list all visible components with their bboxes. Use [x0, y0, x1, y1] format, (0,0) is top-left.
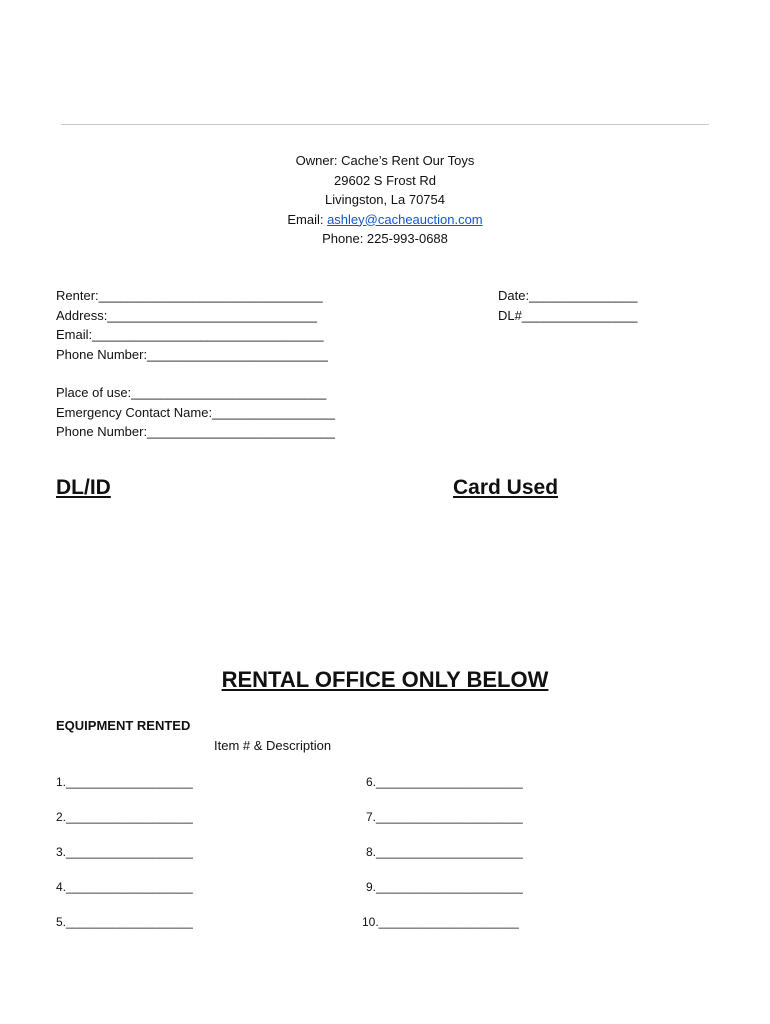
- dl-id-heading: DL/ID: [56, 476, 111, 499]
- equipment-item-5[interactable]: 5.___________________: [56, 915, 193, 929]
- place-of-use-field[interactable]: Place of use:___________________________: [56, 385, 327, 400]
- dl-number-field[interactable]: DL#________________: [498, 307, 638, 323]
- emergency-contact-field[interactable]: Emergency Contact Name:_________________: [56, 404, 335, 420]
- owner-city: Livingston, La 70754: [325, 192, 445, 207]
- card-used-heading: Card Used: [453, 476, 559, 499]
- phone-number-field[interactable]: Phone Number:_________________________: [56, 346, 328, 362]
- emergency-phone-field[interactable]: Phone Number:__________________________: [56, 424, 336, 439]
- equipment-item-8[interactable]: 8.______________________: [366, 845, 523, 859]
- owner-phone: Phone: 225-993-0688: [322, 231, 448, 246]
- email-field[interactable]: Email:________________________________: [56, 327, 324, 342]
- equipment-item-7[interactable]: 7.______________________: [366, 810, 523, 824]
- equipment-item-2[interactable]: 2.___________________: [56, 810, 193, 824]
- equipment-item-3[interactable]: 3.___________________: [56, 845, 193, 859]
- date-field[interactable]: Date:_______________: [498, 288, 638, 303]
- owner-email-line: [0, 210, 770, 230]
- address-field[interactable]: Address:_____________________________: [56, 307, 317, 323]
- renter-field[interactable]: Renter:_______________________________: [56, 288, 323, 303]
- rental-office-heading: RENTAL OFFICE ONLY BELOW: [221, 667, 549, 692]
- equipment-subtitle: Item # & Description: [214, 738, 332, 753]
- use-fields: [56, 383, 335, 442]
- renter-fields: [56, 286, 328, 364]
- equipment-item-4[interactable]: 4.___________________: [56, 880, 193, 894]
- owner-info: [0, 151, 770, 249]
- equipment-item-10[interactable]: 10._____________________: [362, 915, 519, 929]
- owner-email-link[interactable]: ashley@cacheauction.com: [327, 211, 483, 227]
- date-dl-fields: [498, 286, 638, 325]
- owner-email-label: Email:: [287, 211, 328, 227]
- header-divider: [61, 124, 709, 125]
- equipment-item-9[interactable]: 9.______________________: [366, 880, 523, 894]
- equipment-title: EQUIPMENT RENTED: [56, 718, 191, 733]
- owner-street: 29602 S Frost Rd: [334, 172, 436, 188]
- equipment-item-1[interactable]: 1.___________________: [56, 775, 193, 789]
- equipment-item-6[interactable]: 6.______________________: [366, 775, 523, 789]
- owner-name: Owner: Cache’s Rent Our Toys: [295, 153, 475, 168]
